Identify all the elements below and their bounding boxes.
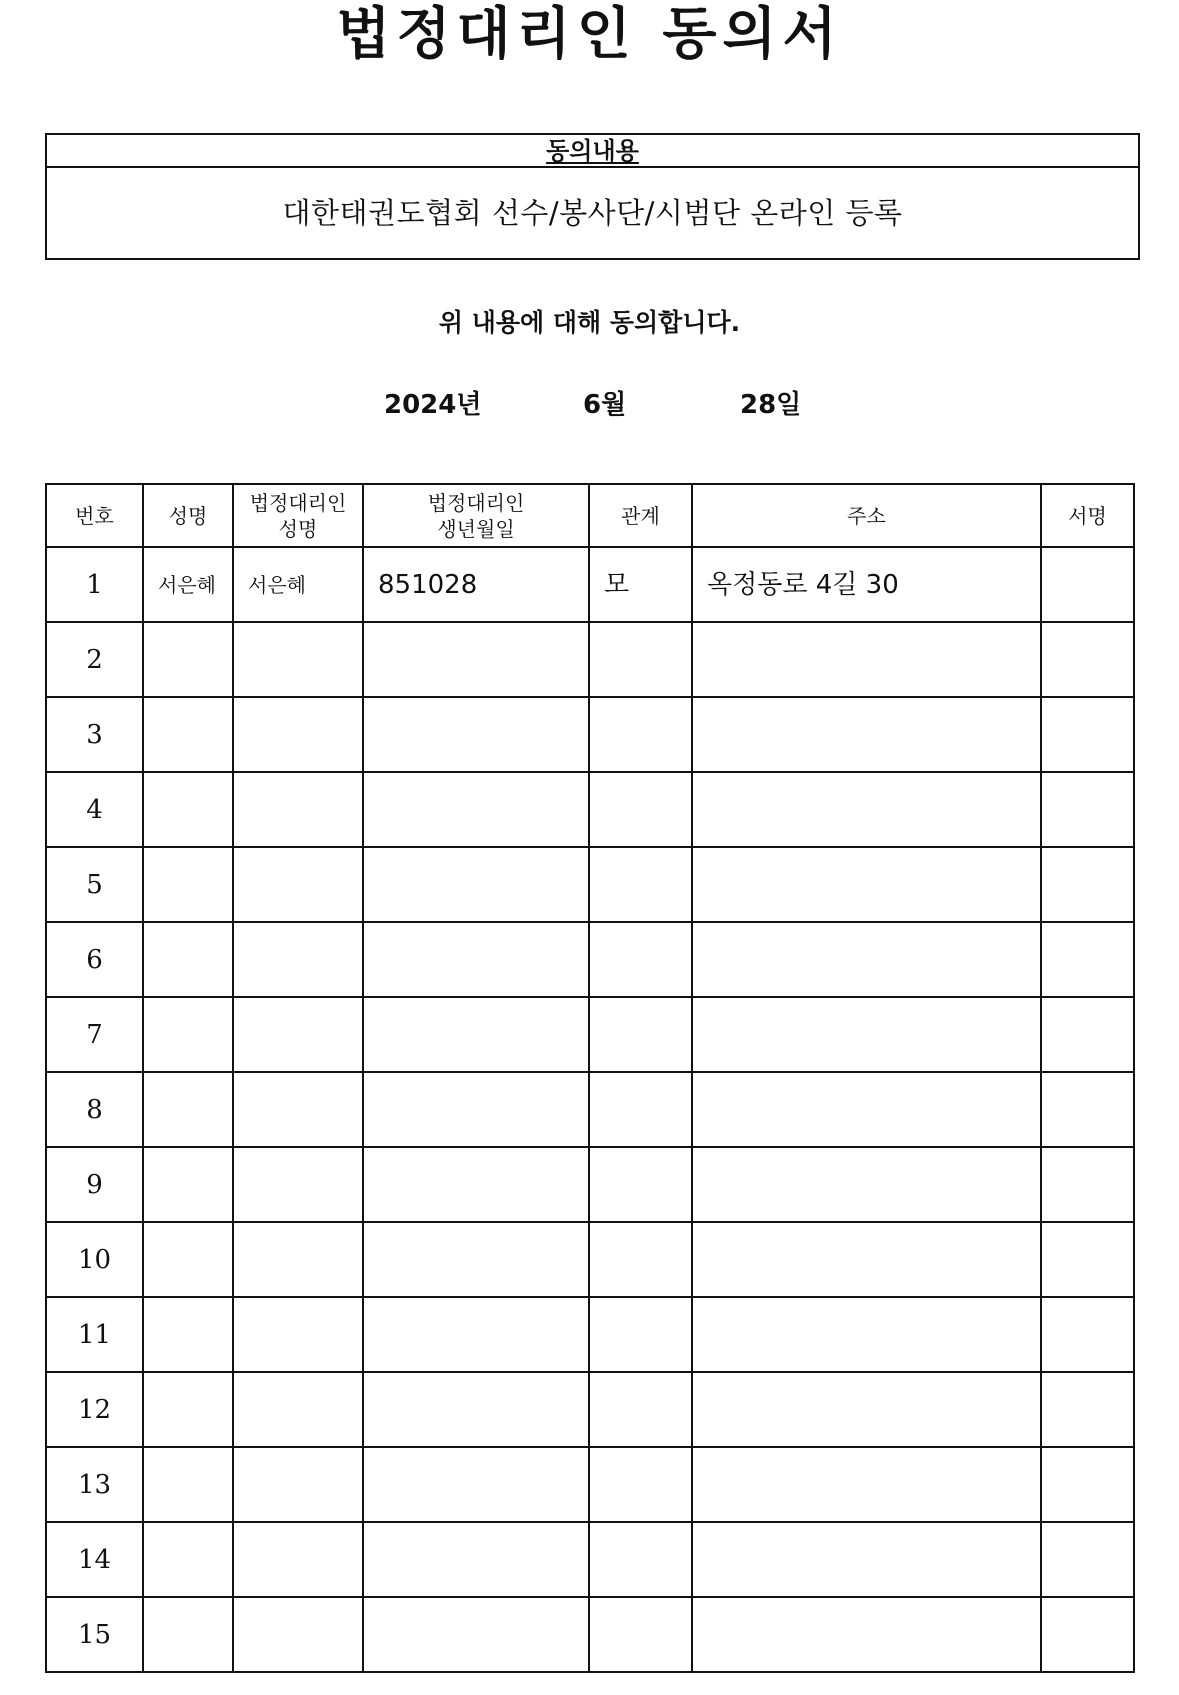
cell-name xyxy=(143,1597,233,1672)
cell-guardian-name xyxy=(233,1522,363,1597)
cell-guardian-birth xyxy=(363,1372,589,1447)
table-row xyxy=(46,547,1134,622)
header-guardian-birth xyxy=(363,484,589,547)
cell-guardian-name xyxy=(233,622,363,697)
cell-guardian-birth xyxy=(363,622,589,697)
cell-name xyxy=(143,697,233,772)
cell-name xyxy=(143,1297,233,1372)
cell-address xyxy=(692,1597,1041,1672)
cell-name xyxy=(143,1372,233,1447)
cell-signature xyxy=(1041,1297,1134,1372)
cell-signature xyxy=(1041,1072,1134,1147)
cell-no: 8 xyxy=(46,1072,143,1147)
cell-relation xyxy=(589,1297,692,1372)
cell-relation xyxy=(589,847,692,922)
cell-signature xyxy=(1041,772,1134,847)
cell-address xyxy=(692,1222,1041,1297)
cell-guardian-name xyxy=(233,847,363,922)
cell-signature xyxy=(1041,1597,1134,1672)
cell-guardian-birth xyxy=(363,1297,589,1372)
cell-address xyxy=(692,1522,1041,1597)
cell-name xyxy=(143,847,233,922)
table-row xyxy=(46,1522,1134,1597)
cell-no: 3 xyxy=(46,697,143,772)
header-address: 주소 xyxy=(692,484,1041,547)
cell-no: 1 xyxy=(46,547,143,622)
cell-guardian-birth: 851028 xyxy=(363,547,589,622)
cell-relation xyxy=(589,1522,692,1597)
cell-guardian-name xyxy=(233,1222,363,1297)
cell-guardian-name xyxy=(233,997,363,1072)
cell-no: 4 xyxy=(46,772,143,847)
cell-relation xyxy=(589,772,692,847)
table-row xyxy=(46,922,1134,997)
cell-no: 6 xyxy=(46,922,143,997)
cell-no: 11 xyxy=(46,1297,143,1372)
cell-name xyxy=(143,1147,233,1222)
cell-guardian-name: 서은혜 xyxy=(233,547,363,622)
cell-signature xyxy=(1041,1447,1134,1522)
header-relation: 관계 xyxy=(589,484,692,547)
cell-relation xyxy=(589,1597,692,1672)
header-guardian-birth-line1: 법정대리인 xyxy=(427,490,525,515)
consent-body: 대한태권도협회 선수/봉사단/시범단 온라인 등록 xyxy=(282,196,903,230)
cell-name xyxy=(143,1447,233,1522)
guardian-roster-table xyxy=(45,483,1135,1673)
cell-guardian-birth xyxy=(363,1147,589,1222)
table-row xyxy=(46,622,1134,697)
table-row xyxy=(46,1447,1134,1522)
cell-signature xyxy=(1041,1147,1134,1222)
cell-guardian-birth xyxy=(363,922,589,997)
cell-guardian-birth xyxy=(363,697,589,772)
cell-name xyxy=(143,622,233,697)
cell-relation xyxy=(589,622,692,697)
agree-statement: 위 내용에 대해 동의합니다. xyxy=(438,308,741,337)
cell-address xyxy=(692,1147,1041,1222)
table-row xyxy=(46,1597,1134,1672)
cell-no: 5 xyxy=(46,847,143,922)
cell-signature xyxy=(1041,1522,1134,1597)
cell-no: 2 xyxy=(46,622,143,697)
table-row xyxy=(46,1072,1134,1147)
cell-guardian-name xyxy=(233,1447,363,1522)
cell-signature xyxy=(1041,697,1134,772)
cell-guardian-birth xyxy=(363,1447,589,1522)
cell-guardian-name xyxy=(233,1072,363,1147)
cell-name xyxy=(143,1522,233,1597)
cell-guardian-birth xyxy=(363,1072,589,1147)
cell-relation xyxy=(589,1072,692,1147)
cell-name xyxy=(143,922,233,997)
cell-name: 서은혜 xyxy=(143,547,233,622)
cell-no: 12 xyxy=(46,1372,143,1447)
cell-no: 13 xyxy=(46,1447,143,1522)
table-row xyxy=(46,1222,1134,1297)
cell-guardian-name xyxy=(233,922,363,997)
table-header-row xyxy=(46,484,1134,547)
date-month: 6월 xyxy=(583,390,627,420)
cell-name xyxy=(143,1222,233,1297)
date-year: 2024년 xyxy=(384,390,482,420)
cell-signature xyxy=(1041,922,1134,997)
page-title: 법정대리인 동의서 xyxy=(336,1,843,67)
header-no: 번호 xyxy=(46,484,143,547)
cell-guardian-birth xyxy=(363,1597,589,1672)
cell-name xyxy=(143,772,233,847)
header-guardian-name-line1: 법정대리인 xyxy=(249,490,347,515)
header-name: 성명 xyxy=(143,484,233,547)
header-guardian-name-line2: 성명 xyxy=(278,516,318,541)
cell-signature xyxy=(1041,997,1134,1072)
cell-guardian-birth xyxy=(363,847,589,922)
cell-no: 9 xyxy=(46,1147,143,1222)
cell-guardian-birth xyxy=(363,772,589,847)
table-row xyxy=(46,1372,1134,1447)
table-row xyxy=(46,997,1134,1072)
table-row xyxy=(46,772,1134,847)
header-signature: 서명 xyxy=(1041,484,1134,547)
cell-address xyxy=(692,997,1041,1072)
consent-header xyxy=(47,135,1138,168)
cell-relation xyxy=(589,1372,692,1447)
cell-relation: 모 xyxy=(589,547,692,622)
header-guardian-birth-line2: 생년월일 xyxy=(437,516,515,541)
cell-relation xyxy=(589,1447,692,1522)
cell-address: 옥정동로 4길 30 xyxy=(692,547,1041,622)
cell-no: 10 xyxy=(46,1222,143,1297)
cell-signature xyxy=(1041,1372,1134,1447)
cell-no: 14 xyxy=(46,1522,143,1597)
cell-address xyxy=(692,1372,1041,1447)
table-row xyxy=(46,1147,1134,1222)
cell-signature xyxy=(1041,847,1134,922)
cell-name xyxy=(143,1072,233,1147)
cell-guardian-birth xyxy=(363,1222,589,1297)
cell-address xyxy=(692,847,1041,922)
cell-guardian-birth xyxy=(363,997,589,1072)
cell-relation xyxy=(589,1222,692,1297)
cell-guardian-name xyxy=(233,1297,363,1372)
cell-guardian-birth xyxy=(363,1522,589,1597)
consent-header-label: 동의내용 xyxy=(546,137,639,165)
cell-relation xyxy=(589,1147,692,1222)
cell-guardian-name xyxy=(233,697,363,772)
header-guardian-name xyxy=(233,484,363,547)
cell-relation xyxy=(589,697,692,772)
consent-box xyxy=(45,133,1140,260)
cell-signature xyxy=(1041,622,1134,697)
cell-address xyxy=(692,1297,1041,1372)
cell-address xyxy=(692,772,1041,847)
cell-relation xyxy=(589,922,692,997)
cell-name xyxy=(143,997,233,1072)
table-body xyxy=(46,547,1134,1672)
cell-guardian-name xyxy=(233,1147,363,1222)
cell-guardian-name xyxy=(233,1372,363,1447)
cell-address xyxy=(692,622,1041,697)
cell-signature xyxy=(1041,1222,1134,1297)
cell-guardian-name xyxy=(233,772,363,847)
table-row xyxy=(46,697,1134,772)
cell-address xyxy=(692,1447,1041,1522)
cell-guardian-name xyxy=(233,1597,363,1672)
date-day: 28일 xyxy=(740,390,802,420)
table-row xyxy=(46,847,1134,922)
cell-no: 7 xyxy=(46,997,143,1072)
cell-address xyxy=(692,697,1041,772)
cell-signature xyxy=(1041,547,1134,622)
cell-address xyxy=(692,922,1041,997)
table-row xyxy=(46,1297,1134,1372)
cell-address xyxy=(692,1072,1041,1147)
cell-relation xyxy=(589,997,692,1072)
cell-no: 15 xyxy=(46,1597,143,1672)
